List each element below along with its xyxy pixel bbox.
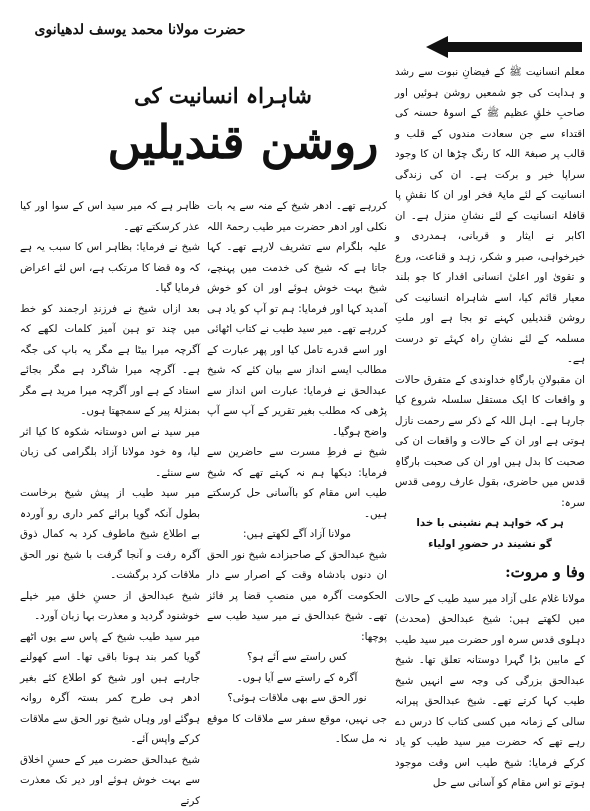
title-top-line: شاہراہ انسانیت کی bbox=[92, 82, 354, 110]
section-heading: وفا و مروت: bbox=[395, 562, 585, 583]
paragraph: شیخ عبدالحق کے صاحبزادے شیخ نور الحق ان دنوں بادشاہ وقت کے اصرار سے دار الحکومت آگرہ میں منصبِ قضا پر فائز تھے۔ شیخ عبدالحق نے میر سید طیب سے پوچھا: bbox=[207, 545, 387, 648]
column-left bbox=[20, 196, 200, 724]
paragraph: شیخ نے فرمایا: بظاہر اس کا سبب یہ ہے کہ وہ قضا کا مرتکب ہے، اس لئے اعراض فرمایا گیا۔ bbox=[20, 237, 200, 299]
dialogue-line: نور الحق سے بھی ملاقات ہوئی؟ bbox=[207, 688, 387, 709]
poem-line: ہر کہ خواہد ہم نشینی با خدا bbox=[395, 513, 585, 534]
column-middle bbox=[207, 196, 387, 724]
paragraph: شیخ نے فرطِ مسرت سے حاضرین سے فرمایا: دیکھا ہم نہ کہتے تھے کہ شیخ طیب اس مقام کو باآسانی حل کرسکتے ہیں۔ bbox=[207, 442, 387, 524]
article-title bbox=[92, 82, 394, 192]
poem-line: گو نشیند در حضورِ اولیاء bbox=[395, 534, 585, 555]
paragraph: مولانا غلام علی آزاد میر سید طیب کے حالات میں لکھتے ہیں: شیخ عبدالحق (محدث) دہلوی قدس سرہ اور حضرت میر سید طیب کے مابین بڑا گہرا دوستانہ تعلق تھا۔ شیخ عبدالحق بزرگی کی وجہ سے انہیں شیخ طیب کہا کرتے تھے۔ شیخ عبدالحق پیرانہ سالی کے زمانہ میں کسی کتاب کا درس دے رہے تھے کہ حضرت میر سید طیب کو یاد کرکے فرمایا: شیخ طیب اس وقت موجود ہوتے تو اس مقام کو آسانی سے حل bbox=[395, 589, 585, 794]
column-right bbox=[395, 62, 585, 722]
paragraph: بعد ازاں شیخ نے فرزندِ ارجمند کو خط میں چند تو ہین آمیز کلمات لکھے کہ آگرچہ میرا بیٹا ہے مگر یہ باپ کی جگہ ہے۔ آگرچہ میرا شاگرد ہے مگر بجائے استاد کے ہے اور آگرچہ میرا مرید ہے مگر بمنزلۂ پیر کے سمجھتا ہوں۔ bbox=[20, 299, 200, 422]
paragraph: میر سید طیب شیخ کے پاس سے یوں اٹھے گویا کمر بند ہونا باقی تھا۔ اسے کھولنے جارہے ہیں اور شیخ کو اطلاع کئے بغیر ادھر ہی طرح کمر بستہ آگرہ روانہ ہوگئے اور وہاں شیخ نور الحق سے ملاقات کرکے واپس آئے۔ bbox=[20, 627, 200, 750]
paragraph: کررہے تھے۔ ادھر شیخ کے منہ سے یہ بات نکلی اور ادھر حضرت میر طیب رحمۃ اللہ علیہ بلگرام سے تشریف لارہے تھے۔ کہا جاتا ہے کہ شیخ کی خدمت میں پہنچے، شیخ بہت خوش ہوئے اور ان کو خوش آمدید کہا اور فرمایا: ہم تو آپ کو یاد ہی کررہے تھے۔ میر سید طیب نے کتاب اٹھائی اور اسے قدرے تامل کیا اور پھر عبارت کے مطالب ایسے انداز سے بیان کئے کہ شیخ عبدالحق نے فرمایا: عبارت اس انداز سے پڑھی کہ مطلب بغیر تقریر کے آپ سے آپ واضح ہوگیا۔ bbox=[207, 196, 387, 442]
paragraph: شیخ عبدالحق از حسنِ خلق میر خیلے خوشنود گردید و معذرت بہا زبان آورد۔ bbox=[20, 586, 200, 627]
paragraph: ظاہر ہے کہ میر سید اس کے سوا اور کیا عذر کرسکتے تھے۔ bbox=[20, 196, 200, 237]
dialogue-line: آگرہ کے راستے سے آیا ہوں۔ bbox=[207, 668, 387, 689]
dialogue-line: جی نہیں، موقع سفر سے ملاقات کا موقع نہ مل سکا۔ bbox=[207, 709, 387, 750]
paragraph: میر سید نے اس دوستانہ شکوہ کا کیا اثر لیا، وہ خود مولانا آزاد بلگرامی کی زبان سے سنئے۔ bbox=[20, 422, 200, 484]
dialogue-line: کس راستے سے آئے ہو؟ bbox=[207, 647, 387, 668]
title-main-line: روشن قندیلیں bbox=[92, 110, 394, 174]
paragraph: مولانا آزاد آگے لکھتے ہیں: bbox=[207, 524, 387, 545]
paragraph: معلم انسانیت ﷺ کے فیضانِ نبوت سے رشد و ہدایت کی جو شمعیں روشن ہوئیں اور صاحبِ خلقِ عظیم ﷺ کے اسوۂ حسنہ کی اقتداء سے جن سعادت مندوں کے قلب و قالب پر صبغۃ اللہ کا رنگ چڑھا ان کا وجود سراپا خیر و برکت ہے۔ ان کی زندگی انسانیت کے لئے مایۂ فخر اور ان کا نقشِ پا قافلۂ انسانیت کے لئے نشانِ منزل ہے۔ ان اکابر نے ایثار و قربانی، ہمدردی و خیرخواہی، صبر و شکر، زہد و قناعت، ورع و تقویٰ اور اعلیٰ انسانی اقدار کا جو بلند معیار قائم کیا، اسے شاہراہ انسانیت کی روشن قندیلیں کہنے تو بجا ہے اور ملتِ مسلمہ کے لئے نشانِ راہ کہئے تو درست ہے۔ bbox=[395, 62, 585, 370]
paragraph: ان مقبولانِ بارگاہِ خداوندی کے متفرق حالات و واقعات کا ایک مستقل سلسلہ شروع کیا جارہا ہے۔ اہل اللہ کے ذکر سے رحمت نازل ہوتی ہے اور ان کے حالات و واقعات ان کی صحبت کا بدل ہیں اور ان کی صحبت بارگاہِ قدس میں حاضری، بقول عارف رومی قدس سرہ: bbox=[395, 370, 585, 514]
author-name: حضرت مولانا محمد یوسف لدھیانوی bbox=[30, 22, 250, 38]
paragraph: شیخ عبدالحق حضرت میر کے حسنِ اخلاق سے بہت خوش ہوئے اور دیر تک معذرت کرتے bbox=[20, 750, 200, 811]
arrow-ornament-icon bbox=[426, 36, 582, 58]
paragraph: میر سید طیب از پیش شیخ برخاست بطول آنکہ گویا برائے کمر داری رو آوردہ بے اطلاع شیخ ماطوف کرد بہ کمال ذوق آگرہ رفت و آنجا گرفت با شیخ نور الحق ملاقات کرد برگشت۔ bbox=[20, 483, 200, 586]
